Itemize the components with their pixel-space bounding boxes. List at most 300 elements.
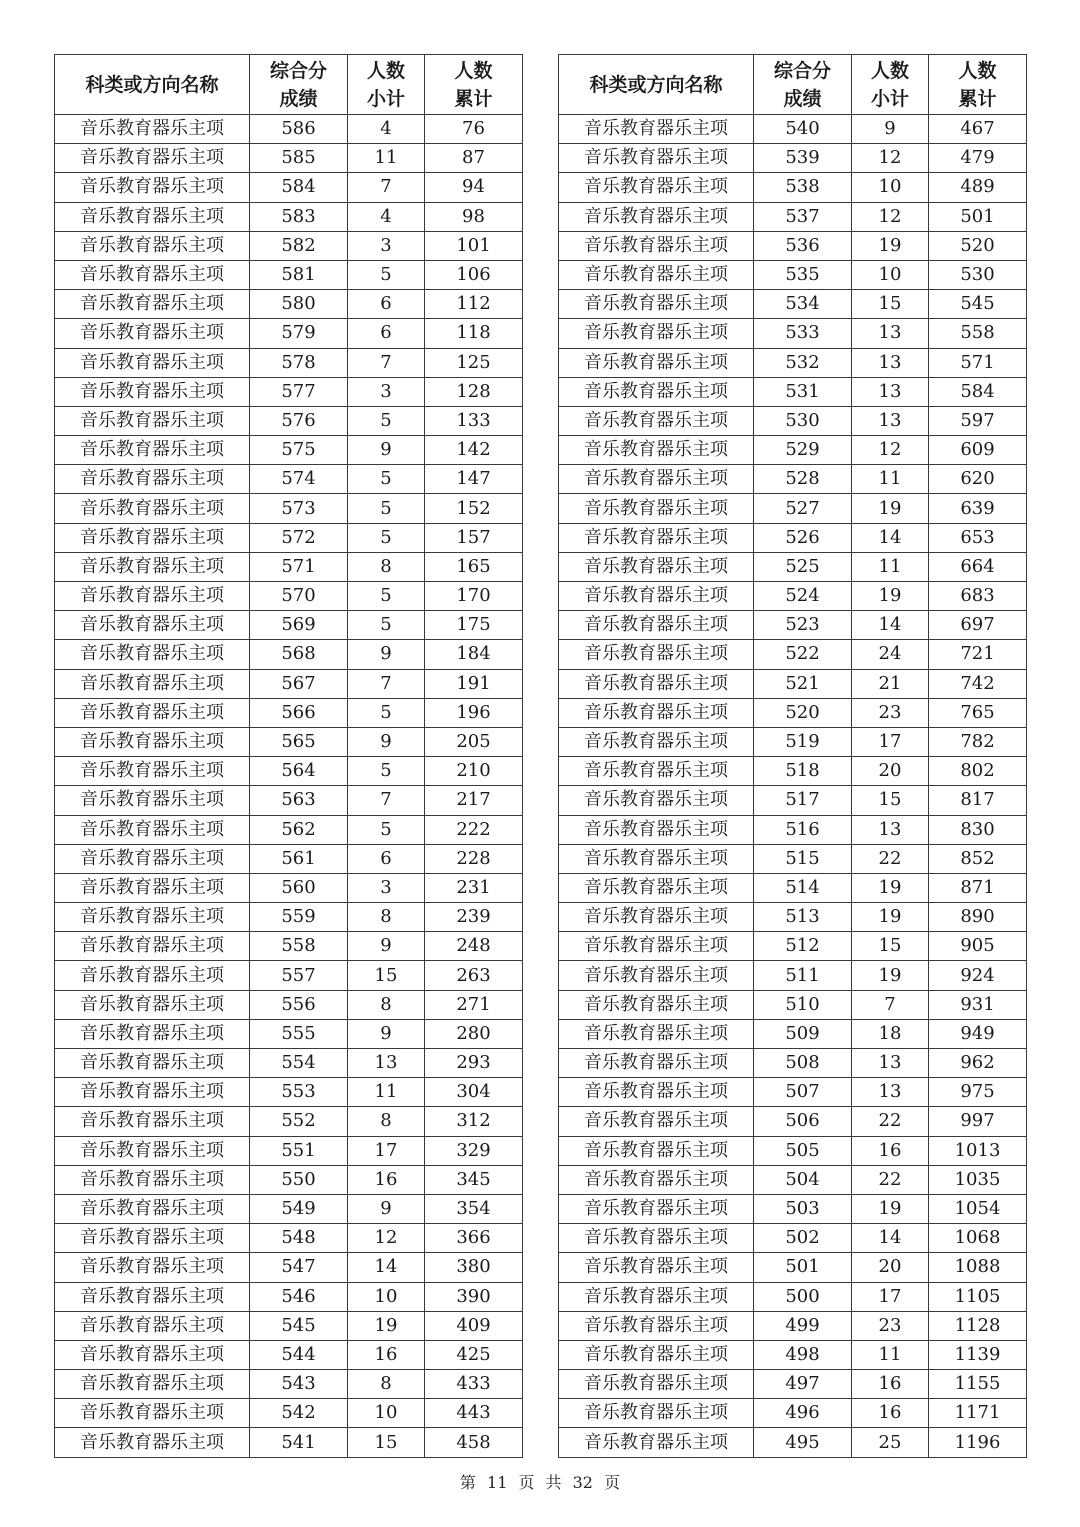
count-cell: 11	[852, 1340, 929, 1369]
count-cell: 24	[852, 640, 929, 669]
score-cell: 583	[250, 202, 348, 231]
count-cell: 5	[348, 611, 425, 640]
category-cell: 音乐教育器乐主项	[55, 669, 250, 698]
score-cell: 562	[250, 815, 348, 844]
cumulative-cell: 101	[425, 231, 523, 260]
cumulative-cell: 1054	[929, 1194, 1027, 1223]
category-cell: 音乐教育器乐主项	[559, 231, 754, 260]
score-cell: 576	[250, 406, 348, 435]
table-row	[55, 1049, 523, 1078]
category-cell: 音乐教育器乐主项	[559, 290, 754, 319]
score-cell: 505	[754, 1136, 852, 1165]
table-row	[559, 698, 1027, 727]
table-row	[55, 523, 523, 552]
table-row	[559, 1078, 1027, 1107]
table-row	[55, 873, 523, 902]
table-row	[559, 1253, 1027, 1282]
score-cell: 501	[754, 1253, 852, 1282]
category-cell: 音乐教育器乐主项	[55, 115, 250, 144]
count-cell: 22	[852, 1107, 929, 1136]
header-score: 综合分 成绩	[754, 55, 852, 115]
count-cell: 5	[348, 698, 425, 727]
cumulative-cell: 98	[425, 202, 523, 231]
count-cell: 5	[348, 260, 425, 289]
table-row	[55, 1253, 523, 1282]
table-row	[55, 231, 523, 260]
count-cell: 10	[852, 260, 929, 289]
score-cell: 564	[250, 757, 348, 786]
score-cell: 517	[754, 786, 852, 815]
category-cell: 音乐教育器乐主项	[55, 786, 250, 815]
table-row	[559, 377, 1027, 406]
cumulative-cell: 443	[425, 1399, 523, 1428]
score-cell: 521	[754, 669, 852, 698]
table-row	[55, 1136, 523, 1165]
score-cell: 513	[754, 903, 852, 932]
table-row	[559, 786, 1027, 815]
category-cell: 音乐教育器乐主项	[559, 465, 754, 494]
count-cell: 9	[348, 436, 425, 465]
cumulative-cell: 520	[929, 231, 1027, 260]
score-cell: 572	[250, 523, 348, 552]
category-cell: 音乐教育器乐主项	[559, 815, 754, 844]
count-cell: 14	[852, 611, 929, 640]
cumulative-cell: 697	[929, 611, 1027, 640]
category-cell: 音乐教育器乐主项	[559, 844, 754, 873]
score-cell: 582	[250, 231, 348, 260]
table-row	[55, 1019, 523, 1048]
count-cell: 4	[348, 115, 425, 144]
category-cell: 音乐教育器乐主项	[559, 903, 754, 932]
page-footer: 第 11 页 共 32 页	[459, 1473, 621, 1492]
count-cell: 5	[348, 815, 425, 844]
count-cell: 5	[348, 465, 425, 494]
count-cell: 13	[852, 1078, 929, 1107]
count-cell: 12	[852, 436, 929, 465]
table-row	[559, 1399, 1027, 1428]
count-cell: 23	[852, 1311, 929, 1340]
score-cell: 559	[250, 903, 348, 932]
category-cell: 音乐教育器乐主项	[559, 990, 754, 1019]
cumulative-cell: 458	[425, 1428, 523, 1457]
table-row	[55, 1428, 523, 1457]
category-cell: 音乐教育器乐主项	[559, 698, 754, 727]
table-row	[559, 552, 1027, 581]
category-cell: 音乐教育器乐主项	[55, 727, 250, 756]
category-cell: 音乐教育器乐主项	[55, 1370, 250, 1399]
table-row	[55, 173, 523, 202]
cumulative-cell: 467	[929, 115, 1027, 144]
category-cell: 音乐教育器乐主项	[559, 348, 754, 377]
table-row	[55, 786, 523, 815]
count-cell: 6	[348, 290, 425, 319]
cumulative-cell: 597	[929, 406, 1027, 435]
category-cell: 音乐教育器乐主项	[559, 669, 754, 698]
score-cell: 570	[250, 582, 348, 611]
table-row	[559, 1370, 1027, 1399]
category-cell: 音乐教育器乐主项	[559, 757, 754, 786]
category-cell: 音乐教育器乐主项	[559, 1107, 754, 1136]
count-cell: 8	[348, 552, 425, 581]
count-cell: 9	[348, 727, 425, 756]
cumulative-cell: 571	[929, 348, 1027, 377]
score-cell: 506	[754, 1107, 852, 1136]
count-cell: 19	[852, 961, 929, 990]
score-cell: 554	[250, 1049, 348, 1078]
count-cell: 13	[852, 319, 929, 348]
cumulative-cell: 304	[425, 1078, 523, 1107]
score-cell: 549	[250, 1194, 348, 1223]
table-row	[55, 640, 523, 669]
cumulative-cell: 905	[929, 932, 1027, 961]
category-cell: 音乐教育器乐主项	[55, 260, 250, 289]
header-cumulative: 人数 累计	[425, 55, 523, 115]
score-cell: 580	[250, 290, 348, 319]
count-cell: 13	[348, 1049, 425, 1078]
count-cell: 19	[348, 1311, 425, 1340]
cumulative-cell: 118	[425, 319, 523, 348]
category-cell: 音乐教育器乐主项	[55, 319, 250, 348]
category-cell: 音乐教育器乐主项	[559, 1340, 754, 1369]
table-row	[559, 844, 1027, 873]
count-cell: 3	[348, 231, 425, 260]
cumulative-cell: 157	[425, 523, 523, 552]
score-cell: 519	[754, 727, 852, 756]
category-cell: 音乐教育器乐主项	[55, 1282, 250, 1311]
cumulative-cell: 545	[929, 290, 1027, 319]
cumulative-cell: 106	[425, 260, 523, 289]
table-row	[55, 202, 523, 231]
cumulative-cell: 196	[425, 698, 523, 727]
table-row	[559, 611, 1027, 640]
score-cell: 575	[250, 436, 348, 465]
category-cell: 音乐教育器乐主项	[559, 582, 754, 611]
cumulative-cell: 949	[929, 1019, 1027, 1048]
category-cell: 音乐教育器乐主项	[55, 1019, 250, 1048]
score-cell: 512	[754, 932, 852, 961]
table-row	[559, 319, 1027, 348]
category-cell: 音乐教育器乐主项	[55, 348, 250, 377]
count-cell: 16	[852, 1370, 929, 1399]
header-count: 人数 小计	[348, 55, 425, 115]
category-cell: 音乐教育器乐主项	[55, 1107, 250, 1136]
category-cell: 音乐教育器乐主项	[55, 290, 250, 319]
score-cell: 540	[754, 115, 852, 144]
cumulative-cell: 390	[425, 1282, 523, 1311]
score-cell: 566	[250, 698, 348, 727]
score-cell: 511	[754, 961, 852, 990]
table-row	[55, 757, 523, 786]
score-table-left	[54, 54, 523, 1458]
score-cell: 527	[754, 494, 852, 523]
category-cell: 音乐教育器乐主项	[559, 727, 754, 756]
category-cell: 音乐教育器乐主项	[559, 640, 754, 669]
table-row	[559, 494, 1027, 523]
table-row	[559, 1136, 1027, 1165]
category-cell: 音乐教育器乐主项	[55, 436, 250, 465]
cumulative-cell: 165	[425, 552, 523, 581]
category-cell: 音乐教育器乐主项	[559, 1049, 754, 1078]
category-cell: 音乐教育器乐主项	[55, 202, 250, 231]
count-cell: 5	[348, 406, 425, 435]
table-row	[559, 1428, 1027, 1457]
table-row	[55, 1078, 523, 1107]
cumulative-cell: 584	[929, 377, 1027, 406]
cumulative-cell: 489	[929, 173, 1027, 202]
category-cell: 音乐教育器乐主项	[559, 1428, 754, 1457]
table-row	[55, 465, 523, 494]
table-header-row	[55, 55, 523, 115]
category-cell: 音乐教育器乐主项	[559, 1311, 754, 1340]
category-cell: 音乐教育器乐主项	[559, 377, 754, 406]
category-cell: 音乐教育器乐主项	[55, 1428, 250, 1457]
count-cell: 10	[348, 1282, 425, 1311]
count-cell: 14	[348, 1253, 425, 1282]
cumulative-cell: 409	[425, 1311, 523, 1340]
cumulative-cell: 1155	[929, 1370, 1027, 1399]
category-cell: 音乐教育器乐主项	[559, 932, 754, 961]
count-cell: 8	[348, 903, 425, 932]
cumulative-cell: 425	[425, 1340, 523, 1369]
count-cell: 8	[348, 1107, 425, 1136]
score-cell: 565	[250, 727, 348, 756]
score-cell: 568	[250, 640, 348, 669]
category-cell: 音乐教育器乐主项	[559, 873, 754, 902]
count-cell: 11	[852, 552, 929, 581]
score-cell: 557	[250, 961, 348, 990]
count-cell: 9	[348, 640, 425, 669]
cumulative-cell: 653	[929, 523, 1027, 552]
table-row	[55, 1224, 523, 1253]
count-cell: 9	[348, 1194, 425, 1223]
count-cell: 20	[852, 757, 929, 786]
count-cell: 5	[348, 582, 425, 611]
score-cell: 510	[754, 990, 852, 1019]
cumulative-cell: 125	[425, 348, 523, 377]
score-cell: 496	[754, 1399, 852, 1428]
category-cell: 音乐教育器乐主项	[55, 640, 250, 669]
cumulative-cell: 228	[425, 844, 523, 873]
score-cell: 531	[754, 377, 852, 406]
score-cell: 535	[754, 260, 852, 289]
cumulative-cell: 962	[929, 1049, 1027, 1078]
cumulative-cell: 112	[425, 290, 523, 319]
category-cell: 音乐教育器乐主项	[559, 1224, 754, 1253]
table-row	[559, 932, 1027, 961]
score-cell: 547	[250, 1253, 348, 1282]
table-row	[559, 290, 1027, 319]
score-cell: 498	[754, 1340, 852, 1369]
category-cell: 音乐教育器乐主项	[55, 465, 250, 494]
score-cell: 532	[754, 348, 852, 377]
score-cell: 545	[250, 1311, 348, 1340]
table-row	[559, 1165, 1027, 1194]
table-row	[559, 757, 1027, 786]
score-cell: 497	[754, 1370, 852, 1399]
cumulative-cell: 263	[425, 961, 523, 990]
score-cell: 536	[754, 231, 852, 260]
cumulative-cell: 501	[929, 202, 1027, 231]
cumulative-cell: 1088	[929, 1253, 1027, 1282]
category-cell: 音乐教育器乐主项	[55, 611, 250, 640]
category-cell: 音乐教育器乐主项	[55, 932, 250, 961]
table-row	[55, 1282, 523, 1311]
score-cell: 524	[754, 582, 852, 611]
category-cell: 音乐教育器乐主项	[559, 173, 754, 202]
score-cell: 502	[754, 1224, 852, 1253]
score-cell: 578	[250, 348, 348, 377]
count-cell: 22	[852, 1165, 929, 1194]
score-cell: 529	[754, 436, 852, 465]
score-cell: 495	[754, 1428, 852, 1457]
category-cell: 音乐教育器乐主项	[55, 1311, 250, 1340]
table-row	[559, 727, 1027, 756]
category-cell: 音乐教育器乐主项	[55, 1136, 250, 1165]
category-cell: 音乐教育器乐主项	[55, 1049, 250, 1078]
table-row	[55, 1370, 523, 1399]
cumulative-cell: 128	[425, 377, 523, 406]
count-cell: 15	[852, 932, 929, 961]
score-cell: 550	[250, 1165, 348, 1194]
category-cell: 音乐教育器乐主项	[559, 1282, 754, 1311]
category-cell: 音乐教育器乐主项	[559, 1399, 754, 1428]
table-row	[559, 202, 1027, 231]
cumulative-cell: 975	[929, 1078, 1027, 1107]
table-row	[55, 377, 523, 406]
count-cell: 11	[348, 1078, 425, 1107]
category-cell: 音乐教育器乐主项	[559, 1194, 754, 1223]
count-cell: 7	[348, 173, 425, 202]
category-cell: 音乐教育器乐主项	[559, 202, 754, 231]
category-cell: 音乐教育器乐主项	[55, 1340, 250, 1369]
table-row	[559, 990, 1027, 1019]
table-row	[55, 1399, 523, 1428]
count-cell: 21	[852, 669, 929, 698]
category-cell: 音乐教育器乐主项	[55, 873, 250, 902]
count-cell: 14	[852, 1224, 929, 1253]
category-cell: 音乐教育器乐主项	[55, 1399, 250, 1428]
cumulative-cell: 76	[425, 115, 523, 144]
table-row	[55, 727, 523, 756]
score-cell: 522	[754, 640, 852, 669]
score-cell: 544	[250, 1340, 348, 1369]
score-cell: 541	[250, 1428, 348, 1457]
cumulative-cell: 293	[425, 1049, 523, 1078]
category-cell: 音乐教育器乐主项	[559, 494, 754, 523]
cumulative-cell: 1139	[929, 1340, 1027, 1369]
count-cell: 7	[348, 669, 425, 698]
table-row	[559, 873, 1027, 902]
count-cell: 12	[852, 202, 929, 231]
cumulative-cell: 890	[929, 903, 1027, 932]
count-cell: 17	[348, 1136, 425, 1165]
score-cell: 542	[250, 1399, 348, 1428]
category-cell: 音乐教育器乐主项	[559, 1370, 754, 1399]
cumulative-cell: 94	[425, 173, 523, 202]
table-row	[55, 1165, 523, 1194]
score-cell: 537	[754, 202, 852, 231]
count-cell: 3	[348, 377, 425, 406]
count-cell: 15	[852, 786, 929, 815]
cumulative-cell: 782	[929, 727, 1027, 756]
table-row	[55, 436, 523, 465]
table-row	[559, 231, 1027, 260]
cumulative-cell: 664	[929, 552, 1027, 581]
table-row	[55, 844, 523, 873]
score-cell: 508	[754, 1049, 852, 1078]
count-cell: 11	[348, 144, 425, 173]
count-cell: 4	[348, 202, 425, 231]
category-cell: 音乐教育器乐主项	[55, 757, 250, 786]
score-cell: 515	[754, 844, 852, 873]
table-row	[559, 582, 1027, 611]
category-cell: 音乐教育器乐主项	[55, 815, 250, 844]
header-count: 人数 小计	[852, 55, 929, 115]
cumulative-cell: 142	[425, 436, 523, 465]
table-row	[559, 815, 1027, 844]
category-cell: 音乐教育器乐主项	[559, 786, 754, 815]
cumulative-cell: 817	[929, 786, 1027, 815]
category-cell: 音乐教育器乐主项	[55, 698, 250, 727]
count-cell: 6	[348, 319, 425, 348]
table-row	[559, 1311, 1027, 1340]
count-cell: 6	[348, 844, 425, 873]
category-cell: 音乐教育器乐主项	[55, 1194, 250, 1223]
score-cell: 553	[250, 1078, 348, 1107]
table-row	[55, 494, 523, 523]
count-cell: 8	[348, 990, 425, 1019]
category-cell: 音乐教育器乐主项	[559, 115, 754, 144]
category-cell: 音乐教育器乐主项	[559, 260, 754, 289]
table-row	[559, 903, 1027, 932]
cumulative-cell: 1128	[929, 1311, 1027, 1340]
table-row	[55, 290, 523, 319]
cumulative-cell: 997	[929, 1107, 1027, 1136]
table-row	[55, 1194, 523, 1223]
count-cell: 19	[852, 903, 929, 932]
cumulative-cell: 280	[425, 1019, 523, 1048]
cumulative-cell: 366	[425, 1224, 523, 1253]
table-row	[559, 640, 1027, 669]
category-cell: 音乐教育器乐主项	[559, 144, 754, 173]
score-cell: 586	[250, 115, 348, 144]
count-cell: 3	[348, 873, 425, 902]
score-cell: 507	[754, 1078, 852, 1107]
count-cell: 12	[348, 1224, 425, 1253]
table-row	[559, 348, 1027, 377]
score-cell: 558	[250, 932, 348, 961]
score-cell: 581	[250, 260, 348, 289]
count-cell: 16	[348, 1165, 425, 1194]
score-cell: 552	[250, 1107, 348, 1136]
cumulative-cell: 639	[929, 494, 1027, 523]
score-cell: 573	[250, 494, 348, 523]
cumulative-cell: 924	[929, 961, 1027, 990]
score-cell: 534	[754, 290, 852, 319]
score-cell: 560	[250, 873, 348, 902]
cumulative-cell: 620	[929, 465, 1027, 494]
cumulative-cell: 248	[425, 932, 523, 961]
score-cell: 530	[754, 406, 852, 435]
table-header-row	[559, 55, 1027, 115]
cumulative-cell: 1013	[929, 1136, 1027, 1165]
count-cell: 10	[852, 173, 929, 202]
score-cell: 574	[250, 465, 348, 494]
cumulative-cell: 345	[425, 1165, 523, 1194]
count-cell: 19	[852, 873, 929, 902]
table-row	[55, 990, 523, 1019]
count-cell: 13	[852, 1049, 929, 1078]
